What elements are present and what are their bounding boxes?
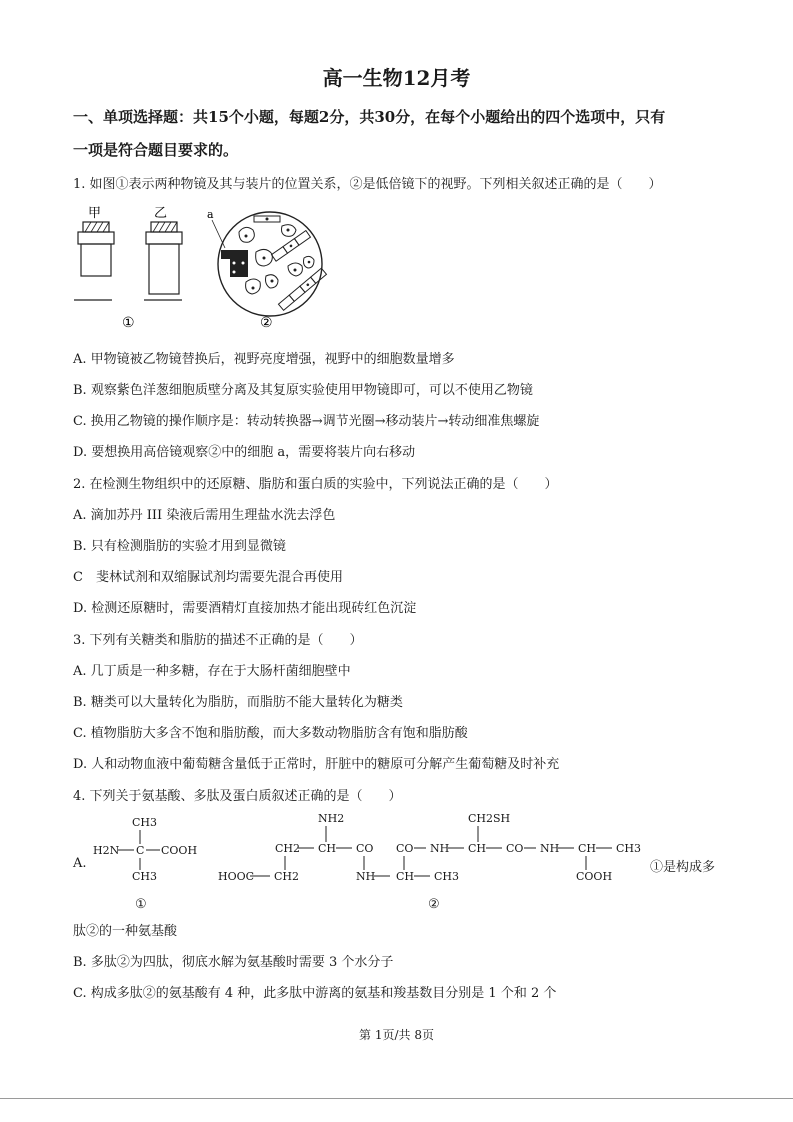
q2-option-b: B. 只有检测脂肪的实验才用到显微镜 [73, 539, 286, 554]
q4-option-a-label: A. [73, 856, 87, 871]
f2-nh2: NH2 [318, 812, 345, 825]
svg-text:CH3: CH3 [616, 842, 642, 855]
label-fig1: ① [122, 315, 135, 331]
page-divider [0, 1098, 793, 1099]
svg-text:NH: NH [430, 842, 450, 855]
q4-option-c: C. 构成多肽②的氨基酸有 4 种，此多肽中游离的氨基和羧基数目分别是 1 个和 2 个 [73, 986, 557, 1001]
f2-hooc: HOOC [218, 870, 255, 883]
q3-option-d: D. 人和动物血液中葡萄糖含量低于正常时，肝脏中的糖原可分解产生葡萄糖及时补充 [73, 757, 560, 772]
f1-mid: C [136, 844, 145, 857]
formula-2 [218, 812, 641, 912]
q4-stem: 4. 下列关于氨基酸、多肽及蛋白质叙述正确的是（ ） [73, 789, 402, 804]
q3-option-c: C. 植物脂肪大多含不饱和脂肪酸，而大多数动物脂肪含有饱和脂肪酸 [73, 726, 468, 741]
svg-text:CO: CO [506, 842, 524, 855]
q3-stem: 3. 下列有关糖类和脂肪的描述不正确的是（ ） [73, 633, 363, 648]
q1-figure [74, 200, 344, 335]
svg-text:CH: CH [396, 870, 415, 883]
q2-stem: 2. 在检测生物组织中的还原糖、脂肪和蛋白质的实验中，下列说法正确的是（ ） [73, 477, 558, 492]
q2-option-a: A. 滴加苏丹 III 染液后需用生理盐水洗去浮色 [73, 508, 336, 523]
svg-text:CH2: CH2 [275, 842, 301, 855]
f1-top: CH3 [132, 816, 158, 829]
svg-text:NH: NH [356, 870, 376, 883]
page-footer: 第 1页/共 8页 [359, 1028, 434, 1042]
q4-option-a-cont: 肽②的一种氨基酸 [73, 924, 178, 939]
svg-text:CO: CO [396, 842, 414, 855]
f2-label: ② [428, 897, 440, 912]
label-a: a [207, 208, 214, 221]
q4-option-b: B. 多肽②为四肽，彻底水解为氨基酸时需要 3 个水分子 [73, 955, 394, 970]
svg-text:CH2: CH2 [274, 870, 300, 883]
f2-cooh: COOH [576, 870, 613, 883]
q1-option-a: A. 甲物镜被乙物镜替换后，视野亮度增强，视野中的细胞数量增多 [73, 352, 455, 367]
q3-option-a: A. 几丁质是一种多糖，存在于大肠杆菌细胞壁中 [73, 664, 351, 679]
svg-text:CH3: CH3 [434, 870, 460, 883]
label-yi: 乙 [154, 206, 168, 221]
q4-structural-formulas [90, 808, 650, 918]
f1-bottom: CH3 [132, 870, 158, 883]
f1-right: COOH [161, 844, 198, 857]
f1-left: H2N [93, 844, 120, 857]
q3-option-b: B. 糖类可以大量转化为脂肪，而脂肪不能大量转化为糖类 [73, 695, 403, 710]
objective-yi-icon [144, 206, 182, 300]
q2-option-d: D. 检测还原糖时，需要酒精灯直接加热才能出现砖红色沉淀 [73, 601, 417, 616]
q2-option-c: C 斐林试剂和双缩脲试剂均需要先混合再使用 [73, 570, 343, 585]
q4-option-a-tail: ①是构成多 [650, 860, 716, 875]
formula-1 [93, 816, 197, 912]
svg-text:NH: NH [540, 842, 560, 855]
q1-option-b: B. 观察紫色洋葱细胞质壁分离及其复原实验使用甲物镜即可，可以不使用乙物镜 [73, 383, 533, 398]
svg-text:CH: CH [318, 842, 337, 855]
label-fig2: ② [260, 315, 273, 331]
svg-text:CH: CH [468, 842, 487, 855]
field-of-view-icon [207, 208, 326, 316]
section-heading-line1: 一、单项选择题：共15个小题，每题2分，共30分，在每个小题给出的四个选项中，只有 [73, 108, 666, 126]
q1-option-c: C. 换用乙物镜的操作顺序是：转动转换器→调节光圈→移动装片→转动细准焦螺旋 [73, 414, 540, 429]
label-jia: 甲 [88, 206, 102, 221]
q1-option-d: D. 要想换用高倍镜观察②中的细胞 a，需要将装片向右移动 [73, 445, 416, 460]
section-heading-line2: 一项是符合题目要求的。 [73, 141, 239, 159]
page-title: 高一生物12月考 [322, 66, 471, 90]
f2-ch2sh: CH2SH [468, 812, 511, 825]
q1-stem: 1. 如图①表示两种物镜及其与装片的位置关系，②是低倍镜下的视野。下列相关叙述正确的是（ ） [73, 177, 662, 192]
svg-text:CO: CO [356, 842, 374, 855]
objective-jia-icon [74, 206, 114, 300]
svg-text:CH: CH [578, 842, 597, 855]
f1-label: ① [135, 897, 147, 912]
